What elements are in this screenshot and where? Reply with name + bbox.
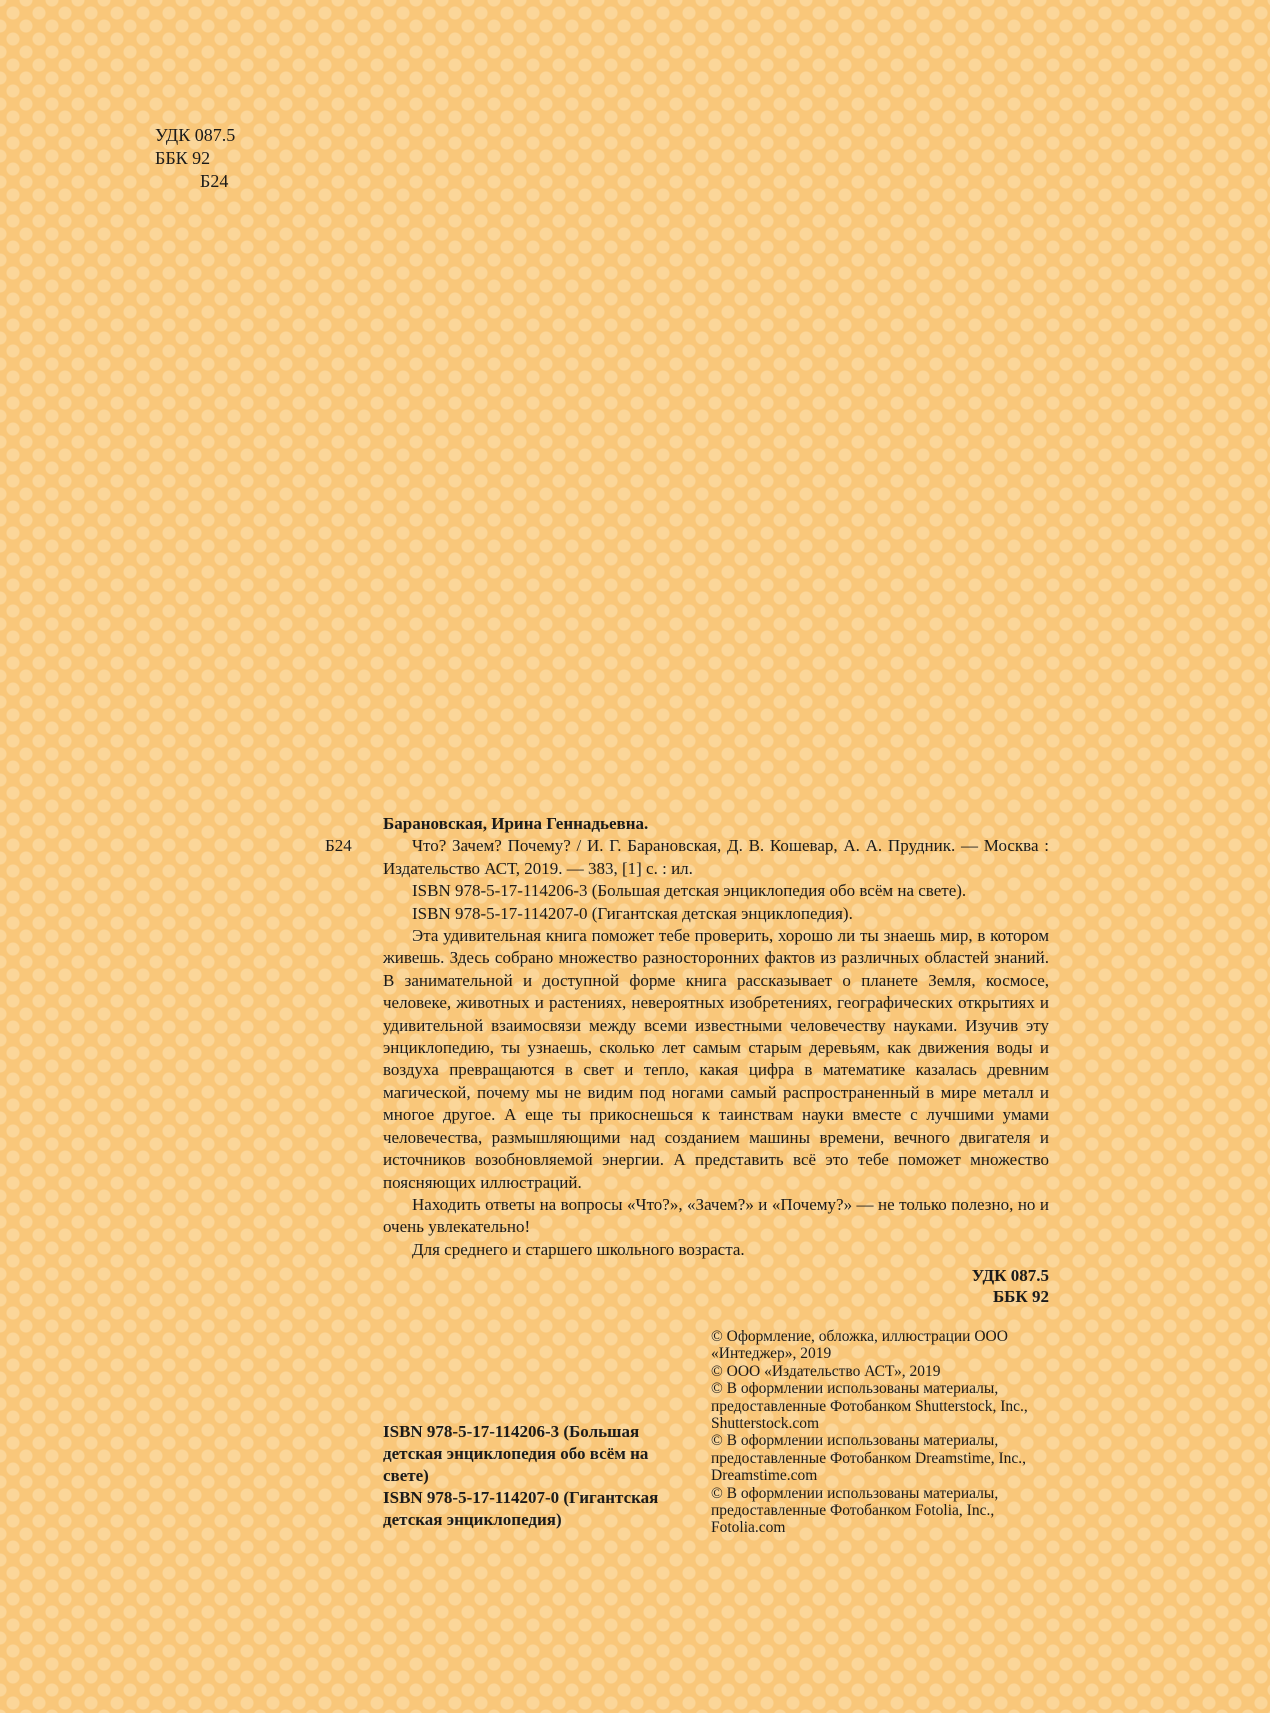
author-mark: Б24 [200, 171, 229, 191]
record-author: Барановская, Ирина Геннадьевна. [383, 814, 649, 833]
record-codes [383, 1265, 1049, 1307]
record-age: Для среднего и старшего школьного возраста. [412, 1239, 745, 1259]
copyright-line: © В оформлении использованы материалы, предоставленные Фотобанком Dreamstime, Inc., Dreamstime.com [711, 1432, 1027, 1485]
isbn-2: ISBN 978-5-17-114207-0 (Гигантская детская энциклопедия) [383, 1488, 659, 1529]
copyright-line: © В оформлении использованы материалы, предоставленные Фотобанком Shutterstock, Inc., Shutterstock.com [711, 1380, 1028, 1433]
record-description: Эта удивительная книга поможет тебе проверить, хорошо ли ты знаешь мир, в котором живешь. Здесь собрано множество разносторонних фактов из различных областей знаний. В занимательной и доступной форме книга рассказывает о планете Земля, космосе, человеке, животных и растениях, невероятных изобретениях, географических открытиях и удивительной взаимосвязи между всеми известными человечеству науками. Изучив эту энциклопедию, ты узнаешь, сколько лет самым старым деревьям, как движения воды и воздуха превращаются в свет и тепло, какая цифра в математике казалась древним магической, почему мы не видим под ногами самый распространенный в мире металл и многое другое. А еще ты прикоснешься к таинствам науки вместе с лучшими умами человечества, размышляющими над созданием машины времени, вечного двигателя и источников возобновляемой энергии. А представить всё это тебе поможет множество поясняющих иллюстраций. [383, 926, 1049, 1192]
catalog-record [383, 813, 1049, 1307]
udk-code: УДК 087.5 [155, 125, 236, 145]
isbn-1: ISBN 978-5-17-114206-3 (Большая детская энциклопедия обо всём на свете) [383, 1422, 649, 1485]
author-mark-left: Б24 [325, 836, 352, 855]
record-isbn-2: ISBN 978-5-17-114207-0 (Гигантская детская энциклопедия). [412, 903, 853, 923]
copyright-block [711, 1328, 1056, 1537]
copyright-line: © Оформление, обложка, иллюстрации ООО «Интеджер», 2019 [711, 1328, 1008, 1363]
record-isbn-1: ISBN 978-5-17-114206-3 (Большая детская энциклопедия обо всём на свете). [412, 881, 967, 901]
record-udk: УДК 087.5 [971, 1266, 1049, 1286]
bbk-code: ББК 92 [155, 148, 211, 168]
record-bbk: ББК 92 [992, 1287, 1049, 1307]
top-classification-codes [155, 124, 235, 193]
record-title: Что? Зачем? Почему? / И. Г. Барановская, Д. В. Кошевар, А. А. Прудник. — Москва : Издательство АСТ, 2019. — 383, [1] с. : ил. [383, 836, 1049, 878]
copyright-line: © ООО «Издательство АСТ», 2019 [711, 1362, 941, 1380]
copyright-line: © В оформлении использованы материалы, предоставленные Фотобанком Fotolia, Inc., Fotolia.com [711, 1484, 999, 1537]
record-answers: Находить ответы на вопросы «Что?», «Зачем?» и «Почему?» — не только полезно, но и очень увлекательно! [383, 1194, 1049, 1237]
isbn-block [383, 1421, 683, 1531]
